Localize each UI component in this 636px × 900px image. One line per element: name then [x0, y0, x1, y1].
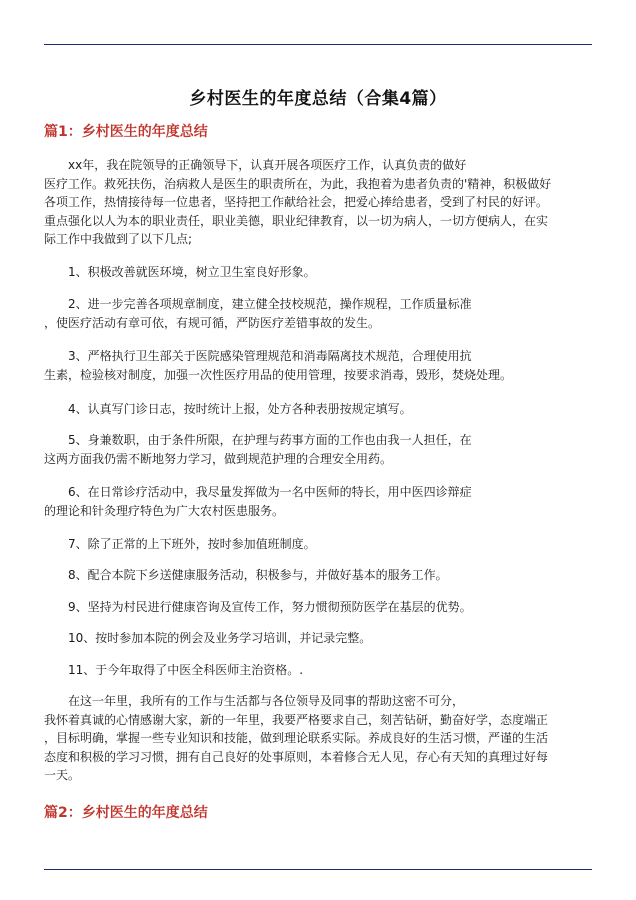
text-line: 2、进一步完善各项规章制度，建立健全技校规范，操作规程，工作质量标准 — [68, 297, 472, 311]
text-line: ，使医疗活动有章可依，有规可循，严防医疗差错事故的发生。 — [44, 315, 381, 330]
text-line: 医疗工作。救死扶伤，治病救人是医生的职责所在，为此，我抱着为患者负责的'精神，积极做好 — [44, 176, 552, 191]
top-rule — [44, 44, 592, 45]
text-line: 11、于今年取得了中医全科医师主治资格。. — [68, 663, 304, 677]
text-line: 的理论和针灸理疗特色为广大农村医患服务。 — [44, 503, 285, 518]
text-line: 10、按时参加本院的例会及业务学习培训，并记录完整。 — [68, 631, 372, 645]
list-item — [44, 535, 592, 554]
text-line: 我怀着真诚的心情感谢大家，新的一年里，我要严格要求自己，刻苦钻研，勤奋好学，态度端正 — [44, 712, 549, 727]
text-line: 一天。 — [44, 768, 81, 782]
text-line: 在这一年里，我所有的工作与生活都与各位领导及同事的帮助这密不可分， — [68, 694, 465, 708]
text-line: 各项工作，热情接待每一位患者，坚持把工作献给社会，把爱心捧给患者，受到了村民的好评。 — [44, 195, 549, 209]
list-item — [44, 263, 592, 282]
text-line: 生素，检验核对制度，加强一次性医疗用品的使用管理，按要求消毒，毁形，焚烧处理。 — [44, 367, 513, 382]
list-item — [44, 566, 592, 585]
text-line: 3、严格执行卫生部关于医院感染管理规范和消毒隔离技术规范，合理使用抗 — [68, 349, 472, 363]
text-line: 这两方面我仍需不断地努力学习，做到规范护理的合理安全用药。 — [44, 451, 393, 466]
list-item — [44, 347, 592, 384]
text-line: 7、除了正常的上下班外，按时参加值班制度。 — [68, 537, 316, 551]
text-line: 态度和积极的学习习惯，拥有自己良好的处事原则，本着修合无人见，存心有天知的真理过好每 — [44, 749, 549, 764]
text-line: ，目标明确，掌握一些专业知识和技能，做到理论联系实际。养成良好的生活习惯，严谨的生活 — [44, 731, 549, 745]
document-title: 乡村医生的年度总结（合集4篇） — [189, 89, 447, 109]
text-line: 际工作中我做到了以下几点; — [44, 232, 193, 246]
list-item — [44, 295, 592, 332]
conclusion-paragraph — [44, 692, 592, 785]
list-item — [44, 598, 592, 617]
intro-paragraph — [44, 156, 592, 249]
text-line: 5、身兼数职，由于条件所限，在护理与药事方面的工作也由我一人担任，在 — [68, 433, 472, 447]
text-line: 1、积极改善就医环境，树立卫生室良好形象。 — [68, 265, 316, 279]
text-line: xx年，我在院领导的正确领导下，认真开展各项医疗工作，认真负责的做好 — [68, 158, 467, 172]
section-2-heading: 篇2：乡村医生的年度总结 — [44, 805, 208, 821]
text-line: 重点强化以人为本的职业责任，职业美德，职业纪律教育，以一切为病人，一切方便病人，在实 — [44, 213, 549, 228]
list-item — [44, 661, 592, 680]
list-item — [44, 431, 592, 468]
text-line: 9、坚持为村民进行健康咨询及宣传工作，努力惯彻预防医学在基层的优势。 — [68, 600, 472, 614]
bottom-rule — [44, 869, 592, 870]
list-item — [44, 629, 592, 648]
list-item — [44, 483, 592, 520]
list-item — [44, 400, 592, 419]
text-line: 8、配合本院下乡送健康服务活动，积极参与，并做好基本的服务工作。 — [68, 568, 448, 582]
text-line: 6、在日常诊疗活动中，我尽量发挥做为一名中医师的特长，用中医四诊辩症 — [68, 485, 472, 499]
section-1-heading: 篇1：乡村医生的年度总结 — [44, 124, 208, 140]
text-line: 4、认真写门诊日志，按时统计上报，处方各种表册按规定填写。 — [68, 402, 412, 416]
